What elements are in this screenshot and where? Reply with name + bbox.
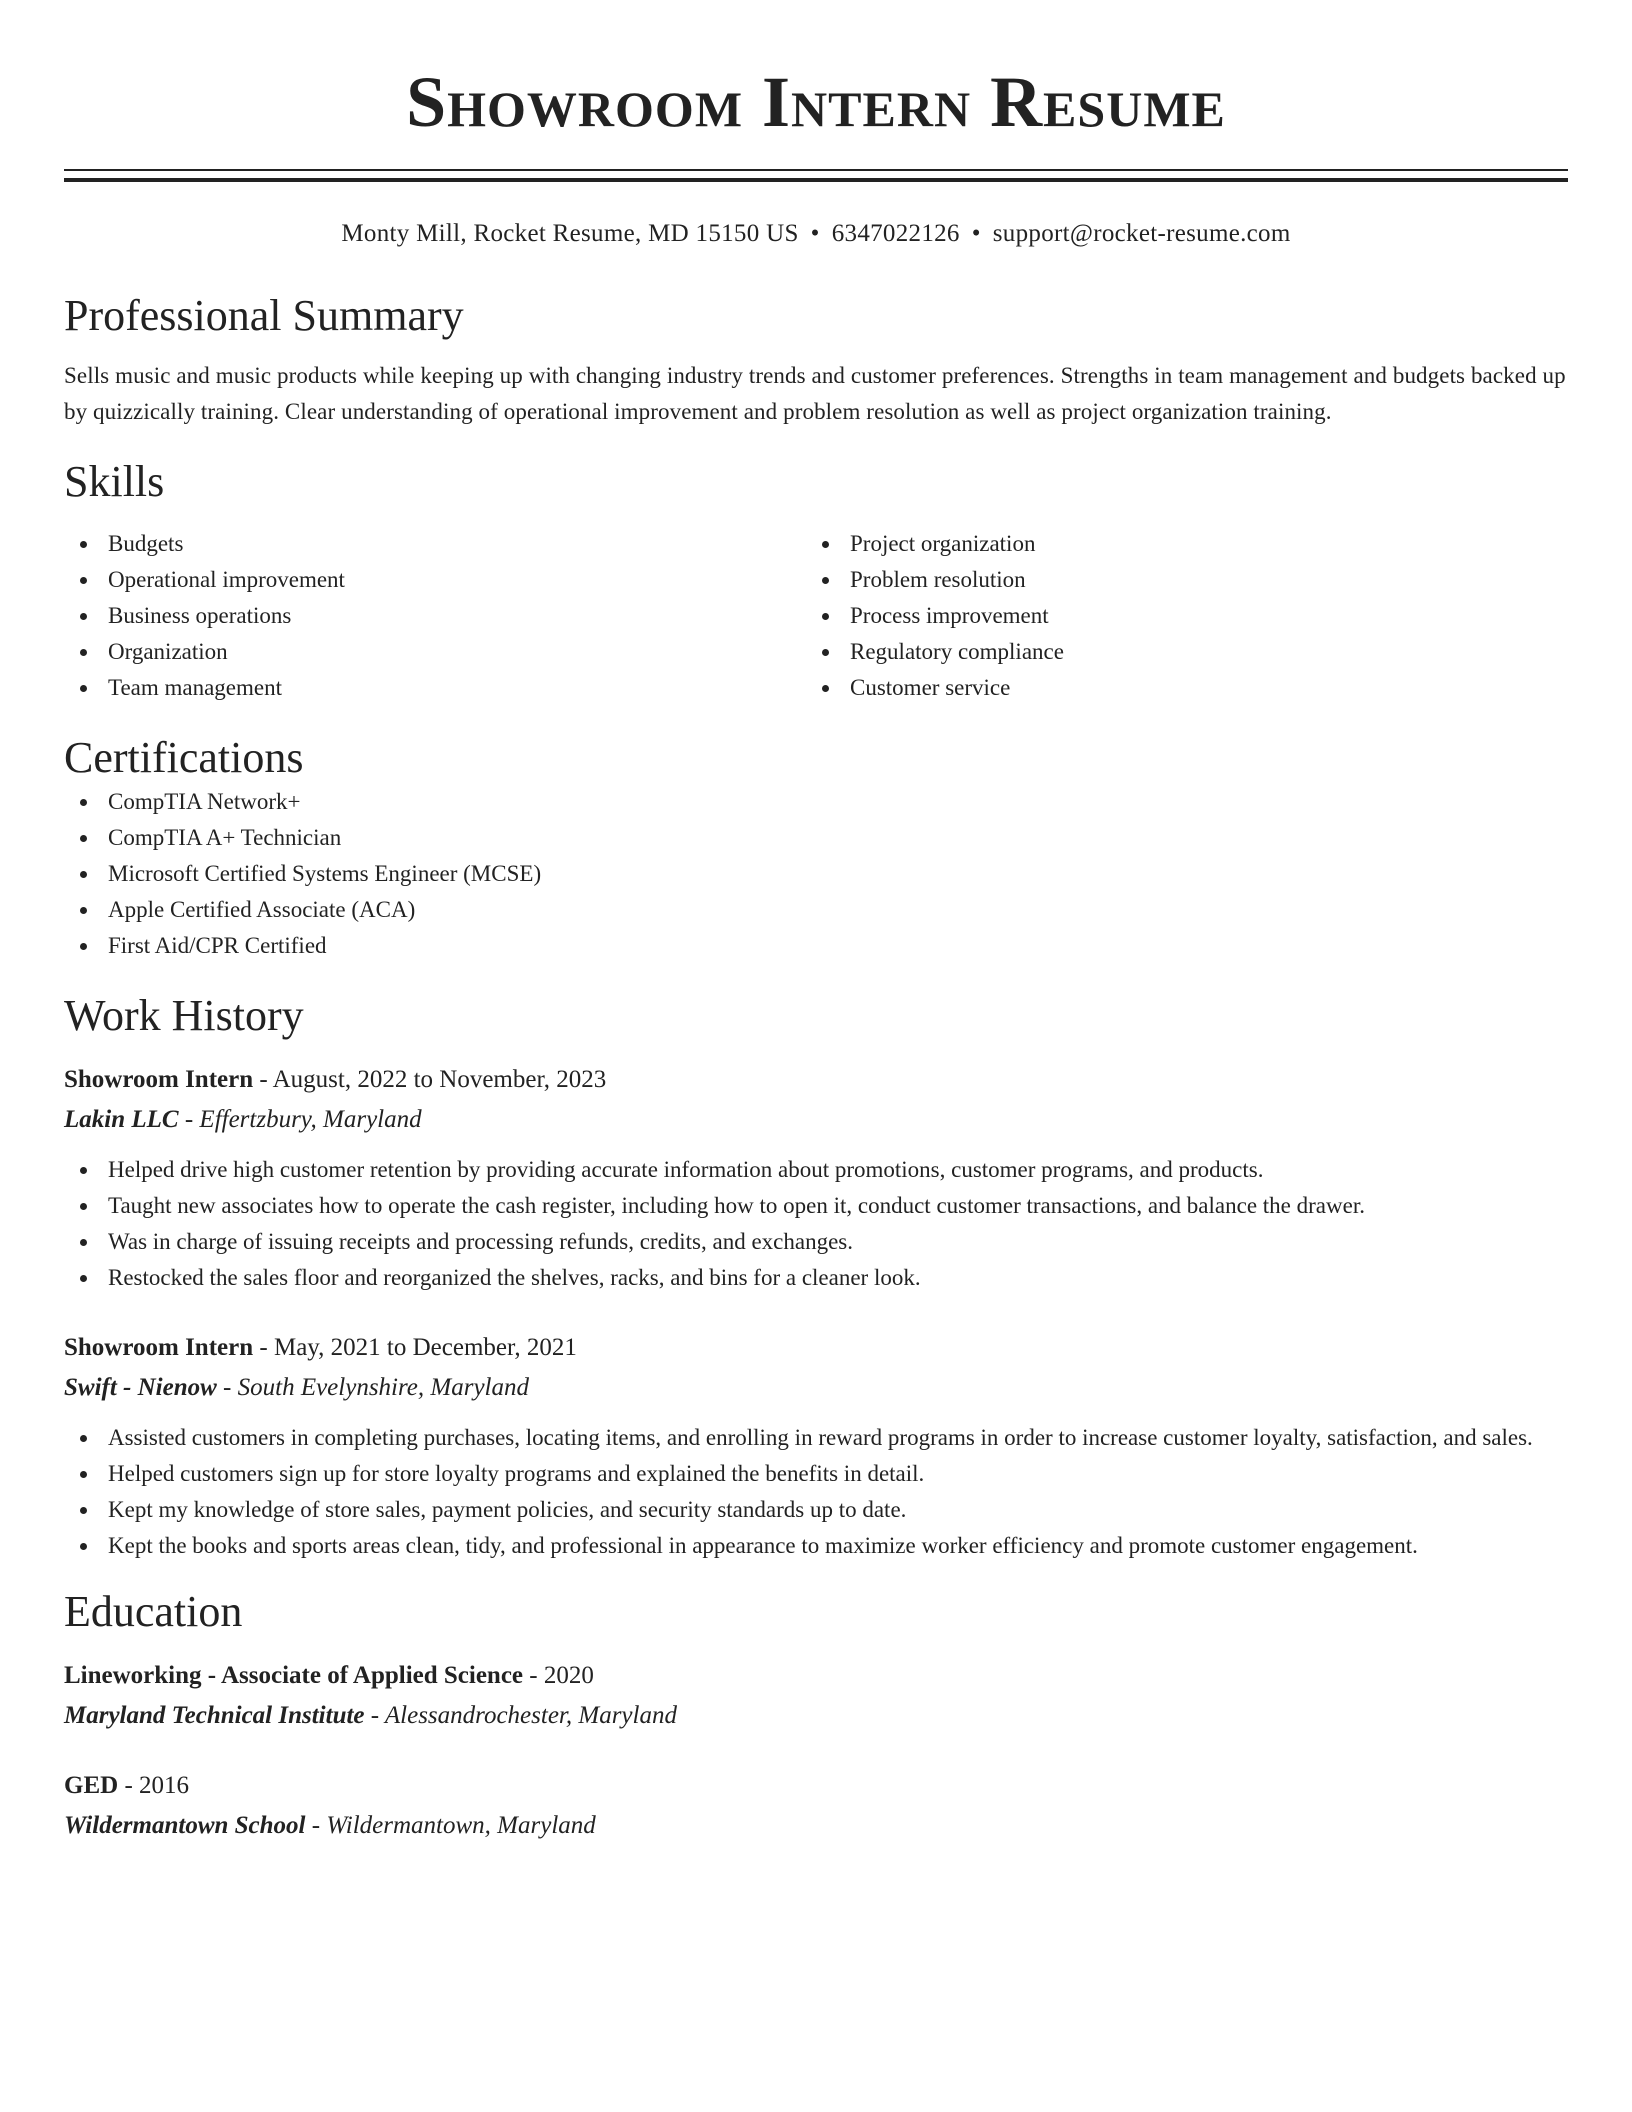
school-name: Maryland Technical Institute — [64, 1702, 365, 1729]
company-name: Lakin LLC — [64, 1106, 179, 1133]
list-item — [64, 1528, 1568, 1564]
contact-phone: 6347022126 — [831, 220, 960, 247]
bullet-icon — [80, 871, 87, 878]
certification-label: First Aid/CPR Certified — [108, 933, 327, 958]
bullet-icon — [80, 907, 87, 914]
summary-text: Sells music and music products while keeping up with changing industry trends and customer preferences. Strengths in team management and budgets backed up by quizzically training. Clear understanding of operational improvement and problem resolution as well as project organization training. — [64, 363, 1566, 424]
skill-label: Customer service — [850, 675, 1011, 700]
bullet-icon — [822, 541, 829, 548]
company-name: Swift - Nienow — [64, 1374, 217, 1401]
list-item — [806, 634, 1548, 670]
school-line — [64, 1806, 1568, 1846]
bullet-icon — [80, 835, 87, 842]
job-duties-list — [64, 1420, 1568, 1564]
bullet-icon — [80, 1203, 87, 1210]
duty-text: Helped customers sign up for store loyalty programs and explained the benefits in detail. — [108, 1461, 925, 1486]
certification-label: CompTIA Network+ — [108, 789, 301, 814]
work-history-section — [64, 990, 1568, 1564]
title-rule-thin — [64, 169, 1568, 171]
duty-text: Taught new associates how to operate the cash register, including how to open it, conduct customer transactions, and balance the drawer. — [108, 1193, 1365, 1218]
company-location: - South Evelynshire, Maryland — [223, 1374, 529, 1401]
bullet-icon — [80, 1435, 87, 1442]
bullet-icon — [822, 649, 829, 656]
skill-label: Problem resolution — [850, 567, 1026, 592]
job-duties-list — [64, 1152, 1568, 1296]
school-name: Wildermantown School — [64, 1812, 306, 1839]
duty-text: Kept the books and sports areas clean, tidy, and professional in appearance to maximize worker efficiency and promote customer engagement. — [108, 1533, 1418, 1558]
contact-line — [64, 218, 1568, 250]
education-section — [64, 1586, 1568, 1846]
bullet-icon — [80, 1239, 87, 1246]
skills-section — [64, 456, 1568, 706]
list-item — [64, 526, 806, 562]
bullet-icon — [80, 1507, 87, 1514]
job-title: Showroom Intern — [64, 1334, 254, 1361]
skill-label: Budgets — [108, 531, 184, 556]
education-entry — [64, 1766, 1568, 1846]
list-item — [64, 1224, 1568, 1260]
list-item — [64, 1188, 1568, 1224]
list-item — [64, 856, 1568, 892]
education-entry — [64, 1656, 1568, 1736]
list-item — [806, 562, 1548, 598]
list-item — [64, 634, 806, 670]
contact-separator: • — [971, 220, 981, 247]
list-item — [64, 598, 806, 634]
job-entry — [64, 1328, 1568, 1564]
skills-heading: Skills — [64, 457, 165, 506]
degree-year: - 2020 — [529, 1662, 594, 1689]
degree-line — [64, 1656, 1568, 1696]
contact-address: Monty Mill, Rocket Resume, MD 15150 US — [341, 220, 799, 247]
list-item — [64, 1492, 1568, 1528]
school-location: - Alessandrochester, Maryland — [370, 1702, 677, 1729]
list-item — [806, 526, 1548, 562]
school-location: - Wildermantown, Maryland — [311, 1812, 596, 1839]
certifications-section — [64, 732, 1568, 964]
skills-column-right — [806, 526, 1548, 706]
title-rule-thick — [64, 178, 1568, 182]
job-title-line — [64, 1060, 1568, 1100]
work-history-heading: Work History — [64, 991, 304, 1040]
summary-section — [64, 290, 1568, 430]
bullet-icon — [80, 577, 87, 584]
resume-title: Showroom Intern Resume — [406, 62, 1226, 142]
list-item — [64, 1260, 1568, 1296]
degree-line — [64, 1766, 1568, 1806]
list-item — [806, 670, 1548, 706]
bullet-icon — [80, 799, 87, 806]
list-item — [64, 820, 1568, 856]
degree-name: Lineworking - Associate of Applied Science — [64, 1662, 524, 1689]
degree-name: GED — [64, 1772, 119, 1799]
job-entry — [64, 1060, 1568, 1296]
skill-label: Business operations — [108, 603, 292, 628]
school-line — [64, 1696, 1568, 1736]
bullet-icon — [80, 649, 87, 656]
duty-text: Was in charge of issuing receipts and processing refunds, credits, and exchanges. — [108, 1229, 853, 1254]
company-line — [64, 1368, 1568, 1408]
bullet-icon — [822, 685, 829, 692]
bullet-icon — [822, 577, 829, 584]
bullet-icon — [80, 685, 87, 692]
skill-label: Process improvement — [850, 603, 1049, 628]
certifications-heading: Certifications — [64, 733, 304, 782]
bullet-icon — [80, 541, 87, 548]
bullet-icon — [80, 1543, 87, 1550]
duty-text: Helped drive high customer retention by providing accurate information about promotions, customer programs, and products. — [108, 1157, 1264, 1182]
bullet-icon — [80, 1167, 87, 1174]
company-location: - Effertzbury, Maryland — [184, 1106, 422, 1133]
list-item — [64, 670, 806, 706]
certifications-list — [64, 784, 1568, 964]
contact-email[interactable]: support@rocket-resume.com — [992, 220, 1291, 247]
list-item — [64, 562, 806, 598]
education-heading: Education — [64, 1587, 243, 1636]
job-title-line — [64, 1328, 1568, 1368]
skill-label: Operational improvement — [108, 567, 345, 592]
list-item — [64, 1420, 1568, 1456]
certification-label: CompTIA A+ Technician — [108, 825, 342, 850]
bullet-icon — [822, 613, 829, 620]
duty-text: Restocked the sales floor and reorganized the shelves, racks, and bins for a cleaner look. — [108, 1265, 921, 1290]
job-dates: - May, 2021 to December, 2021 — [259, 1334, 577, 1361]
bullet-icon — [80, 1471, 87, 1478]
list-item — [806, 598, 1548, 634]
list-item — [64, 892, 1568, 928]
skill-label: Team management — [108, 675, 283, 700]
list-item — [64, 784, 1568, 820]
company-line — [64, 1100, 1568, 1140]
skills-columns — [64, 526, 1568, 706]
degree-year: - 2016 — [124, 1772, 190, 1799]
list-item — [64, 1152, 1568, 1188]
certification-label: Apple Certified Associate (ACA) — [108, 897, 416, 922]
skills-column-left — [64, 526, 806, 706]
contact-separator: • — [810, 220, 820, 247]
bullet-icon — [80, 613, 87, 620]
job-title: Showroom Intern — [64, 1066, 254, 1093]
duty-text: Kept my knowledge of store sales, payment policies, and security standards up to date. — [108, 1497, 907, 1522]
summary-heading: Professional Summary — [64, 291, 464, 340]
list-item — [64, 1456, 1568, 1492]
skill-label: Regulatory compliance — [850, 639, 1064, 664]
certification-label: Microsoft Certified Systems Engineer (MCSE) — [108, 861, 542, 886]
duty-text: Assisted customers in completing purchases, locating items, and enrolling in reward programs in order to increase customer loyalty, satisfaction, and sales. — [108, 1425, 1533, 1450]
job-dates: - August, 2022 to November, 2023 — [259, 1066, 607, 1093]
bullet-icon — [80, 1275, 87, 1282]
skill-label: Organization — [108, 639, 228, 664]
skill-label: Project organization — [850, 531, 1036, 556]
resume-page — [64, 0, 1568, 1846]
list-item — [64, 928, 1568, 964]
bullet-icon — [80, 943, 87, 950]
